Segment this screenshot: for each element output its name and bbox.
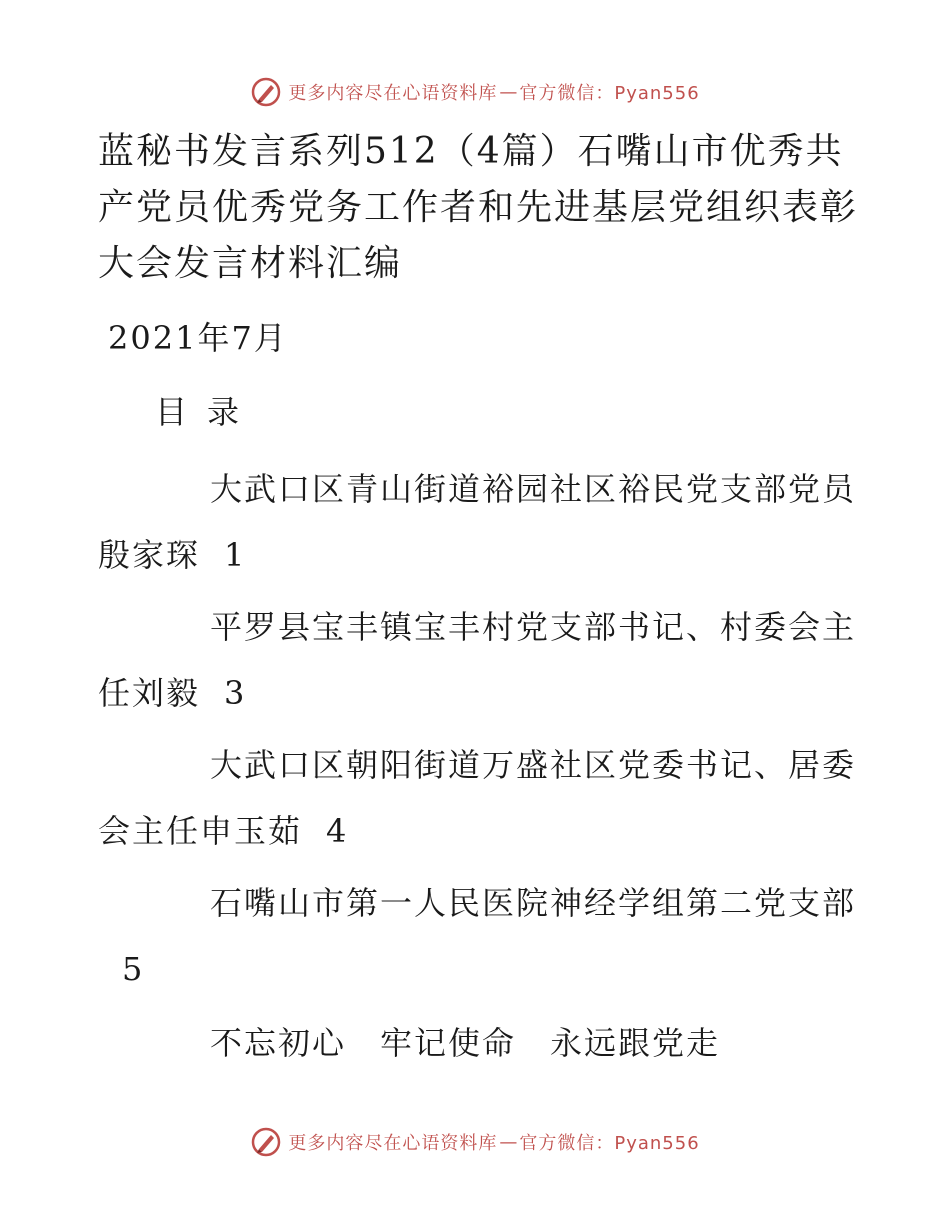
watermark-separator: —: [499, 81, 518, 103]
table-of-contents: [98, 456, 858, 1082]
toc-entry[interactable]: [98, 870, 858, 1002]
document-title: 蓝秘书发言系列512（4篇）石嘴山市优秀共产党员优秀党务工作者和先进基层党组织表彰大会发言材料汇编: [98, 131, 859, 284]
toc-entry[interactable]: [98, 732, 858, 864]
watermark-handle: 官方微信：Pyan556: [519, 1133, 700, 1154]
closing-line: 不忘初心 牢记使命 永远跟党走: [210, 1024, 721, 1062]
toc-entry-text: 大武口区朝阳街道万盛社区党委书记、居委会主任申玉茹: [98, 746, 857, 850]
watermark-header: [0, 72, 950, 112]
watermark-separator: —: [499, 1131, 518, 1153]
toc-entry-page: 4: [326, 812, 349, 850]
toc-entry-page: 1: [224, 536, 247, 574]
toc-entry-text: 大武口区青山街道裕园社区裕民党支部党员殷家琛: [98, 470, 857, 574]
toc-entry-page: 5: [122, 950, 145, 988]
toc-entry-text: 石嘴山市第一人民医院神经学组第二党支部: [210, 884, 857, 922]
watermark-text: 更多内容尽在心语资料库: [288, 83, 498, 104]
watermark-footer: [0, 1122, 950, 1162]
toc-entry-page: 3: [224, 674, 247, 712]
pen-logo-icon: [250, 76, 282, 108]
toc-entry-text: 平罗县宝丰镇宝丰村党支部书记、村委会主任刘毅: [98, 608, 857, 712]
toc-entry[interactable]: [98, 594, 858, 726]
toc-heading: 目录: [155, 393, 260, 431]
watermark-handle: 官方微信：Pyan556: [519, 83, 700, 104]
pen-logo-icon: [250, 1126, 282, 1158]
watermark-text: 更多内容尽在心语资料库: [288, 1133, 498, 1154]
toc-entry[interactable]: [98, 456, 858, 588]
document-date: 2021年7月: [108, 319, 288, 357]
